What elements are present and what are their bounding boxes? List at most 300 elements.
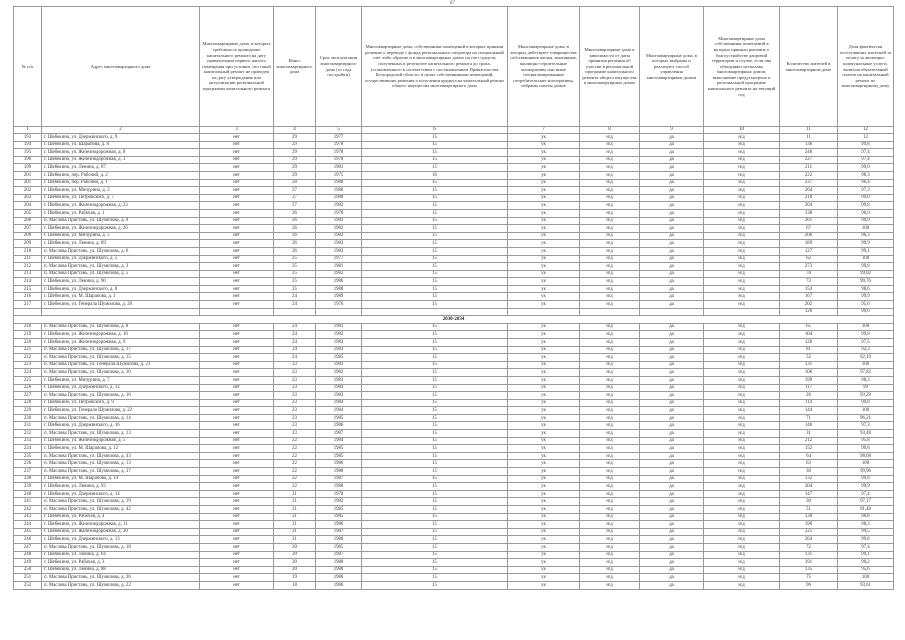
table-cell: нет [200, 240, 274, 248]
table-cell: 93,61 [838, 581, 894, 589]
table-cell: н/д [580, 209, 640, 217]
table-cell: п. Маслова Пристань, ул. Шумилова, д. 18 [42, 543, 200, 551]
table-cell: 23 [274, 369, 316, 377]
table-cell: н/д [704, 551, 780, 559]
table-cell: да [640, 331, 704, 339]
table-cell: 22 [274, 475, 316, 483]
table-cell: да [640, 460, 704, 468]
table-cell: 114 [780, 399, 838, 407]
table-cell: н/д [704, 293, 780, 301]
header-cell: Износ многоквартирного дома [274, 7, 316, 127]
table-body-before [14, 134, 894, 316]
table-cell: 24 [274, 331, 316, 339]
table-cell: 206 [14, 217, 42, 225]
table-cell: 196 [14, 156, 42, 164]
table-cell: нет [200, 331, 274, 339]
table-cell: 230 [14, 414, 42, 422]
table-cell: н/д [580, 574, 640, 582]
table-cell: н/д [704, 171, 780, 179]
table-cell: 15 [362, 338, 508, 346]
table-cell: нет [200, 171, 274, 179]
table-cell: 67 [780, 225, 838, 233]
table-row [14, 308, 894, 316]
table-cell: 75 [780, 574, 838, 582]
table-cell: нет [200, 338, 274, 346]
table-cell: н/д [580, 338, 640, 346]
table-cell: н/д [580, 506, 640, 514]
table-cell: ук [508, 361, 580, 369]
table-cell: 15 [362, 209, 508, 217]
table-cell: 97,4 [838, 149, 894, 157]
table-cell: н/д [704, 407, 780, 415]
table-cell: ук [508, 202, 580, 210]
table-cell: н/д [704, 164, 780, 172]
table-cell: ук [508, 437, 580, 445]
header-cell: Многоквартирные дома в зависимости от даты принятия решения об участии в региональной программе капитального ремонта общего имущества в многоквартирных домах [580, 7, 640, 127]
table-cell: ук [508, 354, 580, 362]
table-cell: н/д [704, 232, 780, 240]
table-cell: г. Шебекино, ул. Ленина, д. 64 [42, 551, 200, 559]
table-cell: н/д [580, 247, 640, 255]
table-cell [508, 308, 580, 316]
table-cell: нет [200, 452, 274, 460]
table-cell: н/д [704, 543, 780, 551]
table-cell: да [640, 574, 704, 582]
table-cell: 51 [780, 506, 838, 514]
table-cell: 24 [274, 354, 316, 362]
table-cell: 1986 [316, 521, 362, 529]
table-cell: н/д [580, 392, 640, 400]
table-cell: г. Шебекино, ул. Железнодорожная, д. 23 [42, 202, 200, 210]
table-cell: н/д [704, 559, 780, 567]
table-cell: 136 [780, 141, 838, 149]
table-cell: г. Шебекино, ул. Дзержинского, д. 8 [42, 285, 200, 293]
table-cell: да [640, 566, 704, 574]
table-cell: да [640, 293, 704, 301]
table-cell: 207 [14, 225, 42, 233]
table-row [14, 574, 894, 582]
table-cell: ук [508, 551, 580, 559]
table-cell: н/д [580, 301, 640, 309]
table-cell: 222 [780, 171, 838, 179]
table-cell: 1980 [316, 187, 362, 195]
table-cell: нет [200, 156, 274, 164]
table-cell: 26 [274, 217, 316, 225]
table-cell: 1983 [316, 338, 362, 346]
table-cell: н/д [704, 156, 780, 164]
table-cell: 15 [362, 384, 508, 392]
table-cell: 15 [362, 536, 508, 544]
table-cell: ук [508, 399, 580, 407]
table-cell: 273 [780, 263, 838, 271]
table-cell: 191 [780, 559, 838, 567]
table-cell: 97,4 [838, 156, 894, 164]
table-row [14, 566, 894, 574]
table-cell: 15 [362, 574, 508, 582]
table-cell: 231 [14, 422, 42, 430]
table-cell: 11 [780, 134, 838, 142]
table-cell: г. Шебекино, ул. Железнодорожная, д. 10 [42, 331, 200, 339]
table-cell: нет [200, 399, 274, 407]
table-cell: 147 [780, 490, 838, 498]
table-cell: 1978 [316, 141, 362, 149]
table-cell: да [640, 536, 704, 544]
table-row [14, 240, 894, 248]
table-cell: г. Шебекино, ул. Ленина, д. 93 [42, 483, 200, 491]
table-cell: 24 [274, 346, 316, 354]
table-cell: г. Шебекино, ул. Дзержинского, д. 12 [42, 384, 200, 392]
table-cell: 99,5 [838, 528, 894, 536]
table-row [14, 452, 894, 460]
table-cell: 15 [362, 361, 508, 369]
table-cell: 193 [14, 134, 42, 142]
table-cell [200, 308, 274, 316]
table-cell: 25 [274, 255, 316, 263]
table-cell: 15 [362, 346, 508, 354]
table-cell: п. Маслова Пристань, ул. Шумилова, д. 42 [42, 506, 200, 514]
table-cell: н/д [580, 346, 640, 354]
table-cell: н/д [704, 202, 780, 210]
table-cell: н/д [580, 293, 640, 301]
table-cell: ук [508, 475, 580, 483]
table-cell: н/д [704, 369, 780, 377]
table-cell: 23 [274, 422, 316, 430]
table-cell: н/д [580, 581, 640, 589]
table-cell: 15 [362, 468, 508, 476]
table-cell: г. Шебекино, ул. Дзержинского, д. 5 [42, 255, 200, 263]
table-cell: 199 [14, 164, 42, 172]
table-cell: п. Маслова Пристань, ул. Шумилова, д. 19 [42, 498, 200, 506]
table-cell: 244 [14, 521, 42, 529]
table-cell: 25 [274, 263, 316, 271]
header-cell: Многоквартирные дома, в которых действуют товарищества собственников жилья, жилищные, жилищно-строительные кооперативы или иные специализированные потребительские кооперативы, избраны советы домов [508, 7, 580, 127]
table-cell: н/д [580, 285, 640, 293]
column-number: 6 [362, 127, 508, 134]
table-row [14, 460, 894, 468]
table-cell: да [640, 392, 704, 400]
table-cell: 1987 [316, 475, 362, 483]
table-cell: 247 [14, 543, 42, 551]
table-cell: ук [508, 346, 580, 354]
table-cell: 1988 [316, 483, 362, 491]
table-cell: н/д [704, 376, 780, 384]
header-cell: Многоквартирные дома, в которых требовалось проведение капитального ремонта на дату приватизации первого жилого помещения при условии, что такой капитальный ремонт не проведен на дату утверждения или актуализации региональной программы капитального ремонта [200, 7, 274, 127]
table-cell: г. Шебекино, ул. Петровского, д. 7 [42, 194, 200, 202]
table-cell: 20 [274, 566, 316, 574]
table-cell: н/д [704, 460, 780, 468]
table-cell: н/д [704, 301, 780, 309]
table-cell: п. Маслова Пристань, ул. Шумилова, д. 9 [42, 217, 200, 225]
table-cell: ук [508, 149, 580, 157]
table-cell: 232 [14, 430, 42, 438]
table-cell: г. Шебекино, ул. Железнодорожная, д. 9 [42, 338, 200, 346]
table-cell: да [640, 521, 704, 529]
table-cell: н/д [704, 354, 780, 362]
table-cell: 71 [780, 414, 838, 422]
table-cell: н/д [704, 179, 780, 187]
table-cell: 1985 [316, 543, 362, 551]
table-cell: н/д [580, 179, 640, 187]
table-cell: 264 [780, 187, 838, 195]
table-cell: 15 [362, 460, 508, 468]
table-cell [274, 308, 316, 316]
table-cell: 99,76 [838, 278, 894, 286]
table-cell: нет [200, 164, 274, 172]
table-cell: да [640, 369, 704, 377]
table-cell: г. Шебекино, ул. Дзержинского, д. 9 [42, 134, 200, 142]
table-cell: да [640, 141, 704, 149]
table-cell: да [640, 301, 704, 309]
table-row [14, 301, 894, 309]
table-cell: 210 [14, 247, 42, 255]
table-cell: да [640, 468, 704, 476]
table-cell: 15 [362, 422, 508, 430]
period-label: 2030-2034 [14, 316, 894, 324]
table-cell: 138 [780, 209, 838, 217]
table-cell: 217 [14, 301, 42, 309]
table-cell: 15 [362, 513, 508, 521]
table-cell: г. Шебекино, ул. Железнодорожная, д. 11 [42, 521, 200, 529]
table-cell: 22 [274, 452, 316, 460]
table-cell: ук [508, 422, 580, 430]
table-cell: 99,8 [838, 475, 894, 483]
table-cell: п. Маслова Пристань, ул. Шумилова, д. 37 [42, 468, 200, 476]
table-cell: н/д [704, 483, 780, 491]
table-cell: 15 [362, 566, 508, 574]
table-cell: 99,9 [838, 240, 894, 248]
table-cell: н/д [580, 490, 640, 498]
table-cell: 228 [14, 399, 42, 407]
table-cell: нет [200, 559, 274, 567]
table-row [14, 376, 894, 384]
table-cell: п. Маслова Пристань, ул. Шумилова, д. 22 [42, 581, 200, 589]
table-row [14, 513, 894, 521]
table-cell: 152 [780, 445, 838, 453]
table-cell: 1981 [316, 361, 362, 369]
table-cell: нет [200, 506, 274, 514]
table-cell: 1988 [316, 468, 362, 476]
table-cell: 100 [838, 407, 894, 415]
table-cell: нет [200, 225, 274, 233]
table-cell: п. Маслова Пристань, ул. Шумилова, д. 17 [42, 346, 200, 354]
table-cell: да [640, 156, 704, 164]
table-cell: нет [200, 376, 274, 384]
table-cell: 25 [274, 270, 316, 278]
table-cell: 21 [274, 490, 316, 498]
table-cell: н/д [580, 225, 640, 233]
table-cell: нет [200, 278, 274, 286]
table-cell: 97,4 [838, 543, 894, 551]
table-cell: 205 [14, 209, 42, 217]
table-cell: 128 [780, 338, 838, 346]
table-row [14, 293, 894, 301]
table-cell: ук [508, 338, 580, 346]
table-row [14, 247, 894, 255]
table-cell: да [640, 263, 704, 271]
table-cell: ук [508, 513, 580, 521]
table-cell: ук [508, 574, 580, 582]
table-cell: 96 [780, 581, 838, 589]
table-cell: н/д [580, 217, 640, 225]
table-cell: ук [508, 156, 580, 164]
table-cell: н/д [704, 240, 780, 248]
table-cell: 202 [780, 301, 838, 309]
table-cell: н/д [704, 536, 780, 544]
table-cell: 245 [14, 528, 42, 536]
column-number: 8 [580, 127, 640, 134]
table-row [14, 164, 894, 172]
table-cell: да [640, 247, 704, 255]
table-cell: нет [200, 255, 274, 263]
table-cell: н/д [580, 164, 640, 172]
table-cell: 99,8 [838, 399, 894, 407]
table-cell: ук [508, 376, 580, 384]
table-cell: да [640, 285, 704, 293]
table-cell: 235 [14, 452, 42, 460]
table-cell: 98,68 [838, 452, 894, 460]
table-cell: н/д [580, 369, 640, 377]
table-cell: 202 [14, 187, 42, 195]
table-cell: 1988 [316, 559, 362, 567]
table-cell: 62 [780, 255, 838, 263]
table-cell: 24 [274, 301, 316, 309]
table-cell: 38 [780, 468, 838, 476]
table-cell: г. Шебекино, ул. Железнодорожная, д. 5 [42, 437, 200, 445]
table-cell: 154 [780, 285, 838, 293]
table-cell: ук [508, 171, 580, 179]
table-cell: н/д [580, 475, 640, 483]
table-cell: нет [200, 134, 274, 142]
table-cell: н/д [580, 528, 640, 536]
table-cell: н/д [704, 445, 780, 453]
table-cell: 241 [14, 498, 42, 506]
table-cell: н/д [704, 323, 780, 331]
table-cell: 15 [362, 543, 508, 551]
table-cell: 21 [274, 498, 316, 506]
table-cell: н/д [580, 194, 640, 202]
table-cell: 26 [274, 232, 316, 240]
table-row [14, 278, 894, 286]
table-cell: н/д [704, 346, 780, 354]
table-cell: 242 [14, 506, 42, 514]
table-cell: г. Шебекино, ул. Генерала Шумилова, д. 22 [42, 407, 200, 415]
table-cell: н/д [580, 536, 640, 544]
table-cell: н/д [580, 422, 640, 430]
table-cell: 23 [274, 430, 316, 438]
table-cell: 236 [14, 460, 42, 468]
table-cell: нет [200, 566, 274, 574]
table-cell: нет [200, 263, 274, 271]
table-cell: ук [508, 414, 580, 422]
table-row [14, 270, 894, 278]
table-cell: 215 [14, 285, 42, 293]
table-row [14, 506, 894, 514]
table-cell: 264 [780, 536, 838, 544]
table-row [14, 490, 894, 498]
table-cell: 98,3 [838, 521, 894, 529]
table-cell: 1987 [316, 528, 362, 536]
table-cell: 15 [362, 521, 508, 529]
table-cell: н/д [580, 255, 640, 263]
table-cell: нет [200, 369, 274, 377]
table-cell: 225 [14, 376, 42, 384]
table-cell: нет [200, 483, 274, 491]
table-cell: 15 [362, 202, 508, 210]
table-cell: ук [508, 430, 580, 438]
table-cell: г. Шебекино, ул. Мичурина, д. 5 [42, 232, 200, 240]
table-cell: ук [508, 301, 580, 309]
table-cell: 22 [274, 483, 316, 491]
table-cell: ук [508, 209, 580, 217]
table-cell: н/д [704, 149, 780, 157]
table-cell: г. Шебекино, ул. Железнодорожная, д. 8 [42, 149, 200, 157]
table-cell: нет [200, 209, 274, 217]
table-cell: 15 [362, 194, 508, 202]
table-cell: 15 [362, 437, 508, 445]
table-cell: 1982 [316, 498, 362, 506]
table-cell: да [640, 543, 704, 551]
table-cell: 23 [274, 407, 316, 415]
table-cell: 20 [274, 559, 316, 567]
table-cell: 22 [274, 468, 316, 476]
table-cell: 15 [362, 506, 508, 514]
table-cell: ук [508, 194, 580, 202]
table-cell: да [640, 528, 704, 536]
table-cell: 100 [838, 323, 894, 331]
table-cell: 20 [274, 551, 316, 559]
table-row [14, 581, 894, 589]
table-cell: 23 [274, 414, 316, 422]
table-cell: н/д [580, 551, 640, 559]
table-cell: нет [200, 475, 274, 483]
table-cell: 201 [14, 179, 42, 187]
table-cell: г. Шебекино, ул. Рабочая, д. 1 [42, 209, 200, 217]
table-cell: 15 [362, 331, 508, 339]
table-cell: ук [508, 285, 580, 293]
table-cell: 99,8 [838, 445, 894, 453]
table-cell: 1982 [316, 270, 362, 278]
table-cell: да [640, 240, 704, 248]
table-cell: 1982 [316, 202, 362, 210]
table-row [14, 149, 894, 157]
table-cell: 15 [362, 187, 508, 195]
table-cell: да [640, 278, 704, 286]
page-number: 87 [450, 1, 455, 6]
table-cell: 222 [14, 354, 42, 362]
table-cell: 16 [362, 171, 508, 179]
table-cell: 99 [838, 384, 894, 392]
table-cell: 212 [780, 437, 838, 445]
table-cell: да [640, 338, 704, 346]
table-cell: н/д [580, 354, 640, 362]
table-cell: да [640, 323, 704, 331]
table-cell: да [640, 559, 704, 567]
table-cell: 81 [780, 346, 838, 354]
table-cell: 29 [274, 164, 316, 172]
table-row [14, 551, 894, 559]
table-cell: ук [508, 247, 580, 255]
table-cell: 15 [362, 376, 508, 384]
table-cell: п. Маслова Пристань, ул. Шумилова, д. 13 [42, 460, 200, 468]
period-section [14, 316, 894, 324]
table-cell: 135 [780, 566, 838, 574]
table-cell: 204 [780, 202, 838, 210]
table-cell: нет [200, 301, 274, 309]
table-cell: 1985 [316, 513, 362, 521]
table-row [14, 338, 894, 346]
table-cell: ук [508, 179, 580, 187]
header-cell: № п/п [14, 7, 42, 127]
